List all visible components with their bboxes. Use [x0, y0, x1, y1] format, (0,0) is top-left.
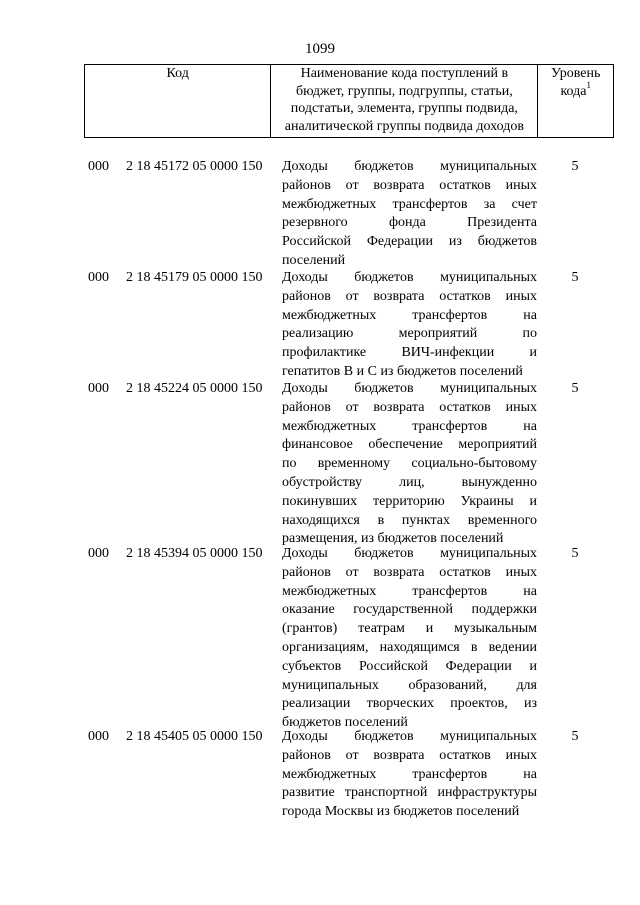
- income-name: [282, 728, 537, 822]
- admin-code: 000: [88, 381, 109, 396]
- name-line: финансовое обеспечение мероприятий: [282, 437, 537, 453]
- name-line: реализации творческих проектов, из: [282, 696, 537, 712]
- income-code: 2 18 45172 05 0000 150: [126, 159, 263, 174]
- name-line: организациям, находящимся в ведении: [282, 639, 537, 655]
- name-line: Доходы бюджетов муниципальных: [282, 270, 537, 285]
- name-line: поселений: [282, 252, 346, 268]
- name-line: размещения, из бюджетов поселений: [282, 531, 504, 547]
- header-level: [538, 65, 614, 138]
- income-name: [282, 380, 537, 549]
- name-line: Доходы бюджетов муниципальных: [282, 546, 537, 561]
- admin-code: 000: [88, 546, 109, 561]
- header-name-line: бюджет, группы, подгруппы, статьи,: [295, 83, 513, 99]
- name-line: по временному социально-бытовому: [282, 456, 537, 472]
- income-name: [282, 545, 537, 733]
- name-line: Российской Федерации из бюджетов: [282, 234, 537, 250]
- header-level-line: Уровень: [551, 66, 601, 81]
- name-line: межбюджетных трансфертов за счет: [282, 196, 537, 212]
- header-level-line: [538, 79, 613, 101]
- name-line: бюджетов поселений: [282, 715, 408, 731]
- income-code: 2 18 45394 05 0000 150: [126, 546, 263, 561]
- name-line: резервного фонда Президента: [282, 215, 537, 231]
- income-name: [282, 269, 537, 382]
- level-value: 5: [571, 270, 579, 285]
- name-line: гепатитов В и С из бюджетов поселений: [282, 363, 523, 379]
- name-line: (грантов) театрам и музыкальным: [282, 621, 537, 637]
- name-line: Доходы бюджетов муниципальных: [282, 729, 537, 744]
- income-code: 2 18 45179 05 0000 150: [126, 270, 263, 285]
- income-name: [282, 158, 537, 271]
- header-code: Код: [85, 65, 271, 138]
- table-header: [84, 64, 614, 138]
- name-line: межбюджетных трансфертов на: [282, 418, 537, 434]
- name-line: находящихся в пунктах временного: [282, 512, 537, 528]
- admin-code: 000: [88, 159, 109, 174]
- level-value: 5: [571, 729, 579, 744]
- name-line: города Москвы из бюджетов поселений: [282, 804, 520, 820]
- name-line: реализацию мероприятий по: [282, 326, 537, 342]
- name-line: районов от возврата остатков иных: [282, 399, 537, 415]
- name-line: районов от возврата остатков иных: [282, 177, 537, 193]
- header-name-line: аналитической группы подвида доходов: [284, 118, 524, 134]
- name-line: развитие транспортной инфраструктуры: [282, 785, 537, 801]
- name-line: межбюджетных трансфертов на: [282, 766, 537, 782]
- admin-code: 000: [88, 270, 109, 285]
- name-line: субъектов Российской Федерации и: [282, 658, 537, 674]
- income-code: 2 18 45405 05 0000 150: [126, 729, 263, 744]
- name-line: районов от возврата остатков иных: [282, 288, 537, 304]
- page-number: 1099: [305, 41, 335, 57]
- name-line: межбюджетных трансфертов на: [282, 583, 537, 599]
- name-line: межбюджетных трансфертов на: [282, 307, 537, 323]
- name-line: оказание государственной поддержки: [282, 602, 537, 618]
- level-value: 5: [571, 546, 579, 561]
- name-line: обустройству лиц, вынужденно: [282, 474, 537, 490]
- name-line: профилактике ВИЧ-инфекции и: [282, 345, 537, 361]
- name-line: Доходы бюджетов муниципальных: [282, 381, 537, 396]
- name-line: Доходы бюджетов муниципальных: [282, 159, 537, 174]
- level-value: 5: [571, 381, 579, 396]
- name-line: покинувших территорию Украины и: [282, 493, 537, 509]
- admin-code: 000: [88, 729, 109, 744]
- header-name-line: Наименование кода поступлений в: [300, 66, 509, 81]
- income-code: 2 18 45224 05 0000 150: [126, 381, 263, 396]
- header-name: [271, 65, 538, 138]
- name-line: муниципальных образований, для: [282, 677, 537, 693]
- level-value: 5: [571, 159, 579, 174]
- name-line: районов от возврата остатков иных: [282, 747, 537, 763]
- name-line: районов от возврата остатков иных: [282, 564, 537, 580]
- header-name-line: подстатьи, элемента, группы подвида,: [290, 101, 518, 116]
- header-level-word: кода: [560, 83, 587, 99]
- footnote-mark: 1: [586, 79, 591, 90]
